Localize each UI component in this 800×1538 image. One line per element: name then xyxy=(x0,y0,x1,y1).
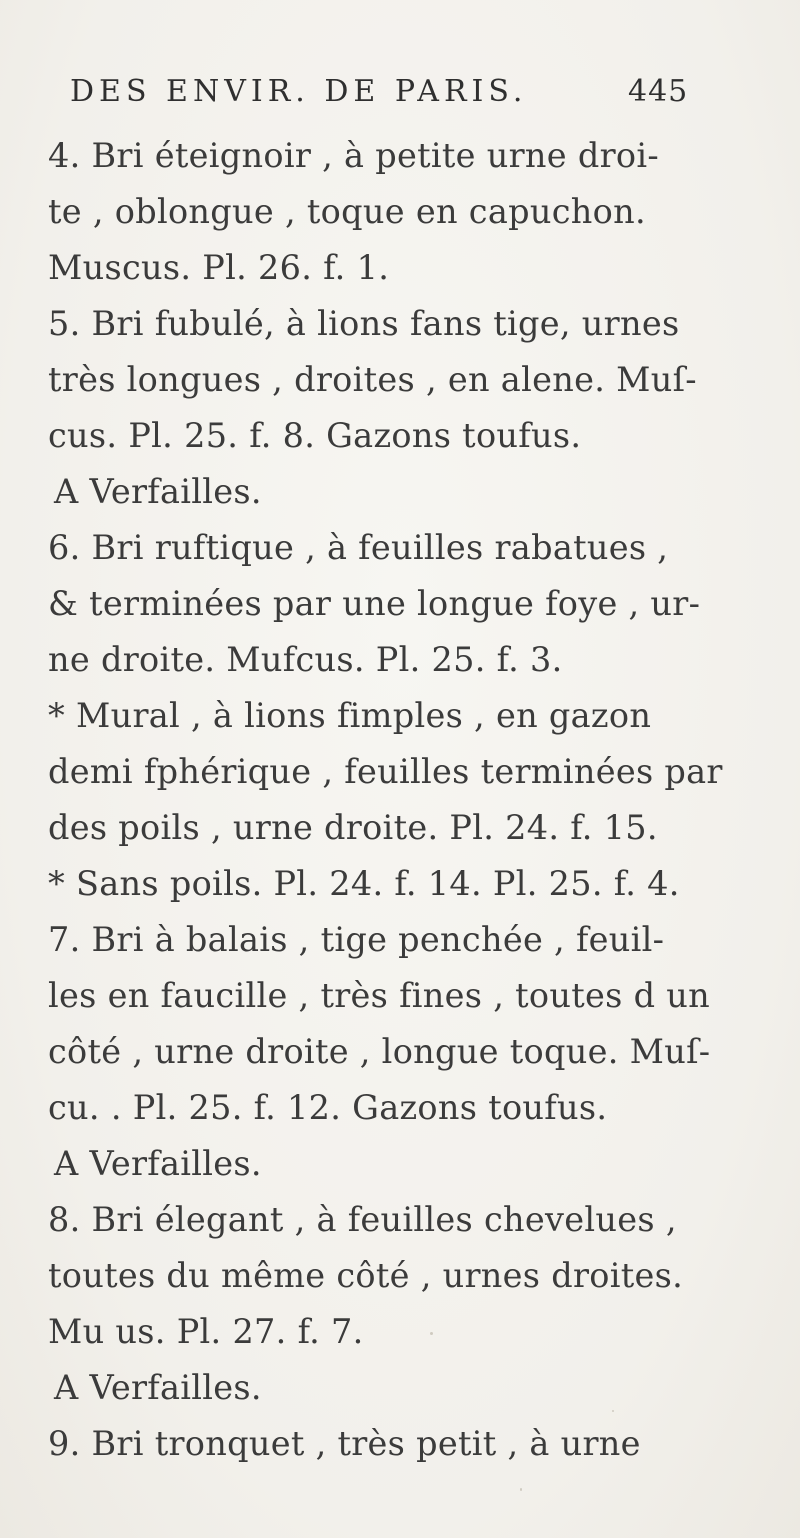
text-line: * Sans poils. Pl. 24. f. 14. Pl. 25. f. 4. xyxy=(48,864,680,903)
text-line: cus. Pl. 25. f. 8. Gazons toufus. xyxy=(48,416,582,455)
text-line: A Verfailles. xyxy=(54,1368,262,1407)
text-line: 4. Bri éteignoir , à petite urne droi- xyxy=(48,136,659,175)
paper-speck xyxy=(520,1488,522,1491)
text-line: cu. . Pl. 25. f. 12. Gazons toufus. xyxy=(48,1088,608,1127)
running-title: DES ENVIR. DE PARIS. xyxy=(70,74,528,109)
text-line: des poils , urne droite. Pl. 24. f. 15. xyxy=(48,808,658,847)
text-line: ne droite. Mufcus. Pl. 25. f. 3. xyxy=(48,640,563,679)
text-line: A Verfailles. xyxy=(54,472,262,511)
text-line: te , oblongue , toque en capuchon. xyxy=(48,192,646,231)
page-number: 445 xyxy=(628,74,689,109)
text-line: 9. Bri tronquet , très petit , à urne xyxy=(48,1424,641,1463)
text-line: 7. Bri à balais , tige penchée , feuil- xyxy=(48,920,665,959)
text-line: demi fphérique , feuilles terminées par xyxy=(48,752,723,791)
text-line: * Mural , à lions fimples , en gazon xyxy=(48,696,652,735)
text-line: côté , urne droite , longue toque. Muſ- xyxy=(48,1032,711,1071)
text-line: les en faucille , très fines , toutes d un xyxy=(48,976,711,1015)
paper-speck xyxy=(430,1332,433,1335)
paper-speck xyxy=(612,1410,614,1412)
text-body xyxy=(48,128,748,1472)
text-line: Mu us. Pl. 27. f. 7. xyxy=(48,1312,364,1351)
text-line: 8. Bri élegant , à feuilles chevelues , xyxy=(48,1200,677,1239)
text-line: & terminées par une longue foye , ur- xyxy=(48,584,701,623)
text-line: A Verfailles. xyxy=(54,1144,262,1183)
text-line: 6. Bri ruftique , à feuilles rabatues , xyxy=(48,528,669,567)
page-header xyxy=(70,74,730,109)
text-line: toutes du même côté , urnes droites. xyxy=(48,1256,684,1295)
text-line: très longues , droites , en alene. Muſ- xyxy=(48,360,697,399)
text-line: Muscus. Pl. 26. f. 1. xyxy=(48,248,390,287)
text-line: 5. Bri fubulé, à lions fans tige, urnes xyxy=(48,304,680,343)
